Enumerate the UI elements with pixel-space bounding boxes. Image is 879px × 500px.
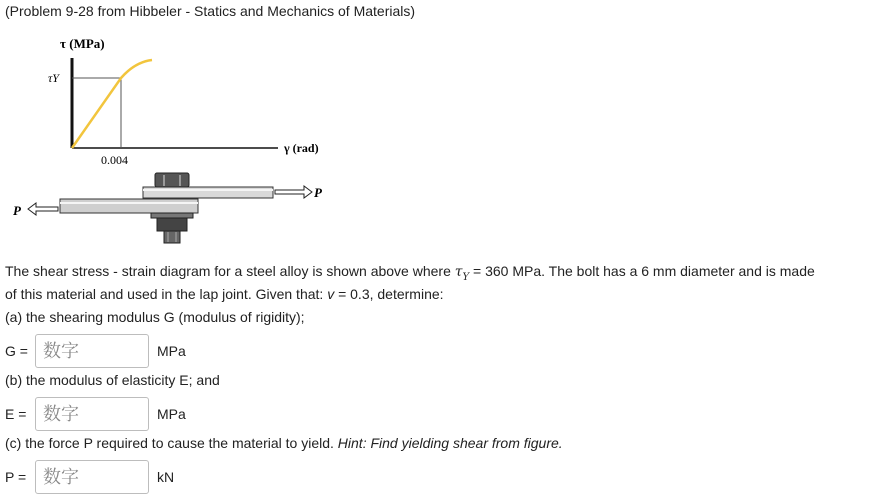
p-left-label: P bbox=[13, 203, 21, 218]
part-a-text: (a) the shearing modulus G (modulus of rigidity); bbox=[5, 309, 305, 325]
p-unit: kN bbox=[157, 469, 175, 485]
g-unit: MPa bbox=[157, 343, 186, 359]
tau-y-label: τY bbox=[48, 71, 59, 85]
part-c-text: (c) the force P required to cause the material to yield. Hint: Find yielding shear from figure. bbox=[5, 435, 563, 451]
p-label: P = bbox=[5, 469, 27, 485]
p-input[interactable] bbox=[35, 460, 149, 494]
washer bbox=[151, 213, 193, 218]
x-axis-label: γ (rad) bbox=[284, 141, 319, 155]
part-b-text: (b) the modulus of elasticity E; and bbox=[5, 372, 220, 388]
tau-symbol: $\tau_Y$ bbox=[454, 264, 470, 283]
answer-row-g bbox=[5, 334, 186, 368]
problem-header: (Problem 9-28 from Hibbeler - Statics and Mechanics of Materials) bbox=[5, 3, 416, 19]
part-c-hint: Hint: Find yielding shear from figure. bbox=[337, 435, 563, 451]
nut bbox=[157, 218, 187, 231]
right-force-arrow bbox=[275, 186, 312, 198]
bottom-plate bbox=[60, 199, 198, 213]
answer-row-p bbox=[5, 460, 174, 494]
problem-statement-line-2: of this material and used in the lap joint. Given that: v = 0.3, determine: bbox=[5, 286, 444, 302]
problem-statement-line-1: The shear stress - strain diagram for a steel alloy is shown above where $\tau_Y = 360$ MPa. The bolt has a 6 mm diameter and is made bbox=[5, 263, 815, 283]
x-tick-label: 0.004 bbox=[101, 153, 128, 167]
lap-joint-diagram bbox=[13, 173, 323, 243]
p-right-label: P bbox=[314, 185, 322, 200]
stress-strain-diagram bbox=[48, 36, 319, 167]
top-plate bbox=[143, 187, 273, 198]
g-input[interactable] bbox=[35, 334, 149, 368]
y-axis-label: τ (MPa) bbox=[60, 36, 105, 51]
bolt-head bbox=[155, 173, 189, 187]
e-input[interactable] bbox=[35, 397, 149, 431]
left-force-arrow bbox=[28, 203, 58, 215]
problem-figure bbox=[0, 26, 340, 248]
stress-strain-curve bbox=[72, 60, 152, 148]
answer-row-e bbox=[5, 397, 186, 431]
e-unit: MPa bbox=[157, 406, 186, 422]
g-label: G = bbox=[5, 343, 28, 359]
nu-symbol: v bbox=[327, 286, 335, 302]
e-label: E = bbox=[5, 406, 27, 422]
bolt-end bbox=[164, 231, 180, 243]
